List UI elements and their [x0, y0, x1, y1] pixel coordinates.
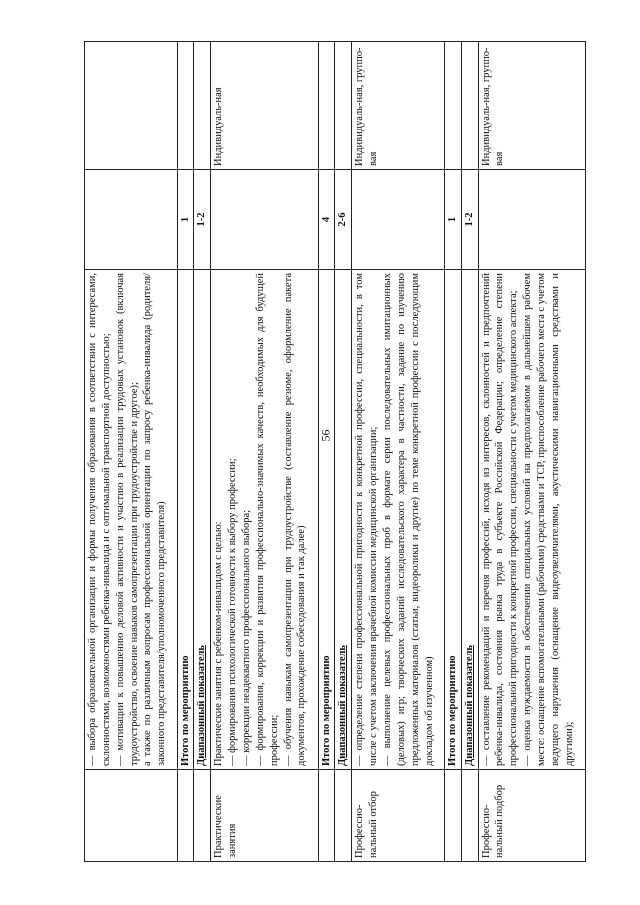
description-cell [211, 270, 318, 770]
total-value: 1 [177, 170, 194, 270]
total-label: Итого по мероприятию [444, 270, 461, 770]
form-cell: Индивидуаль-ная [211, 42, 318, 170]
description-line: — выбора образовательной организации и формы получения образования в соответствии с интересами, склонностями, возможностями ребенка-инвалида и с оптимальной транспортной доступностью; [87, 273, 112, 766]
range-row [335, 42, 352, 862]
activity-cell: Профессио-нальный подбор [478, 770, 585, 862]
count-cell [352, 170, 445, 270]
description-line: — коррекции неадекватного профессионального выбора; [240, 509, 252, 766]
range-row [194, 42, 211, 862]
description-line: — выполнение целевых профессиональных проб в формате серии последовательных имитационных (деловых) игр; творческих заданий исследовательского характера в частности, задание по изучению предложенных материалов (статьи, видеоролики и другие) по теме конкретной профессии с последующим докладом об изученном) [382, 273, 435, 766]
description-cell [85, 270, 178, 770]
rehab-measures-table [84, 41, 586, 862]
total-value: 4 [318, 170, 335, 270]
description-line: — оценка нуждаемости в обеспечении специальных условий на предполагаемом в дальнейшем рабочем месте: оснащение вспомогательными (рабочими) средствами и ТСР, приспособление рабочего места с учетом ведущего нарушения (оснащение видеоувеличителями, акустическими навигационными средствами и другими); [522, 273, 575, 766]
range-label: Диапазонный показатель [194, 270, 211, 770]
description-line: Практические занятия с ребенком-инвалидом с целью: [213, 521, 225, 766]
total-label: Итого по мероприятию [177, 270, 194, 770]
activity-cell: Профессио-нальный отбор [352, 770, 445, 862]
table-row [85, 42, 178, 862]
description-cell [478, 270, 585, 770]
range-value: 2-6 [335, 170, 352, 270]
description-line: — определение степени профессиональной пригодности к конкретной профессии, специальности, в том числе с учетом заключения врачебной комиссии медицинской организации; [354, 273, 380, 766]
description-cell [352, 270, 445, 770]
range-value: 1-2 [194, 170, 211, 270]
description-line: — мотивации к повышению деловой активности и участию в реализации трудовых установок (включая трудоустройство, освоение навыков самопрезентации при трудоустройстве и другое); [114, 273, 140, 766]
total-row [444, 42, 461, 862]
activity-cell: Практические занятия [211, 770, 318, 862]
total-value: 1 [444, 170, 461, 270]
count-cell [478, 170, 585, 270]
range-label: Диапазонный показатель [335, 270, 352, 770]
description-line: — формирования, коррекции и развития профессионально-значимых качеств, необходимых для будущей профессии; [254, 273, 280, 766]
range-value: 1-2 [461, 170, 478, 270]
activity-cell [85, 770, 178, 862]
rotated-table-container [84, 42, 586, 862]
form-cell [85, 42, 178, 170]
range-label: Диапазонный показатель [461, 270, 478, 770]
range-row [461, 42, 478, 862]
table-row [352, 42, 445, 862]
description-line: а также по различным вопросам профессиональной ориентации по запросу ребенка-инвалида (родителя/законного представителя/уполномоченного представителя) [142, 273, 168, 766]
count-cell [211, 170, 318, 270]
table-row [211, 42, 318, 862]
table-row [478, 42, 585, 862]
description-line: — составление рекомендаций и перечня профессий, исходя из интересов, склонностей и предпочтений ребенка-инвалида, состояния рынка труда в субъекте Российской Федерации; определение степени профессиональной пригодности к конкретной профессии, специальности с учетом медицинского аспекта; [480, 273, 520, 766]
description-line: — формирования психологической готовности к выбору профессии; [227, 458, 239, 766]
form-cell: Индивидуаль-ная, группо-вая [478, 42, 585, 170]
form-cell: Индивидуаль-ная, группо-вая [352, 42, 445, 170]
total-row [318, 42, 335, 862]
total-row [177, 42, 194, 862]
description-line: — обучения навыкам самопрезентации при трудоустройстве (составление резюме, оформление пакета документов, прохождение собеседования и так далее) [282, 273, 308, 766]
page-number: 56 [318, 429, 333, 442]
total-label: Итого по мероприятию [318, 270, 335, 770]
count-cell [85, 170, 178, 270]
